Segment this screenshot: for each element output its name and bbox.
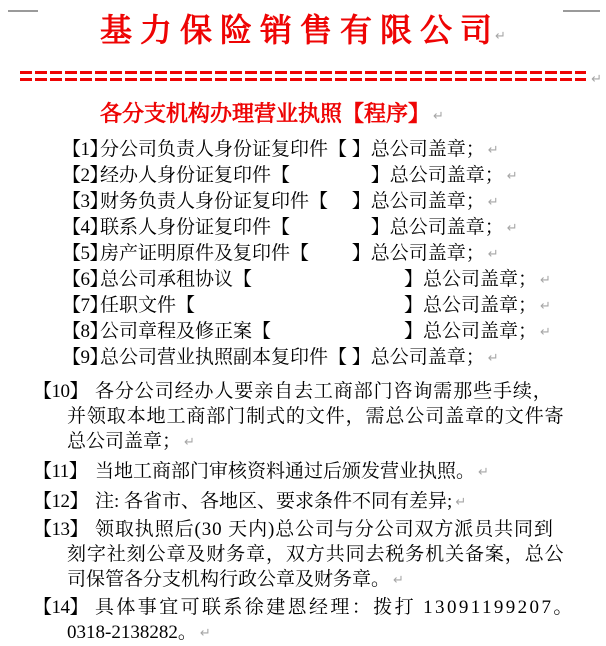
item-number: 【4】 bbox=[62, 217, 109, 238]
paragraph-mark-icon: ↵ bbox=[487, 247, 499, 262]
item-line bbox=[0, 163, 606, 189]
item-line bbox=[0, 267, 606, 293]
item-line bbox=[0, 319, 606, 345]
item-text: 任职文件【 】总公司盖章； bbox=[100, 295, 538, 316]
paragraph-mark-icon: ↵ bbox=[487, 143, 499, 158]
item-line bbox=[0, 137, 606, 163]
divider-bar-top bbox=[20, 71, 586, 74]
item-text: 并领取本地工商部门制式的文件，需总公司盖章的文件寄 bbox=[67, 406, 565, 427]
paragraph-mark-icon: ↵ bbox=[487, 351, 499, 366]
item-number: 【7】 bbox=[62, 295, 109, 316]
item-text: 当地工商部门审核资料通过后颁发营业执照。 bbox=[95, 461, 476, 482]
procedure-item bbox=[0, 267, 606, 293]
document-subtitle-text: 各分支机构办理营业执照【程序】 bbox=[100, 101, 431, 126]
item-text: 具体事宜可联系徐建恩经理：拨打 13091199207。 bbox=[95, 597, 575, 618]
paragraph-mark-icon: ↵ bbox=[495, 29, 506, 44]
item-line bbox=[0, 404, 606, 429]
paragraph-mark-icon: ↵ bbox=[591, 72, 602, 87]
procedure-item bbox=[0, 345, 606, 371]
item-line bbox=[0, 542, 606, 567]
procedure-item bbox=[0, 293, 606, 319]
item-text: 领取执照后(30 天内)总公司与分公司双方派员共同到 bbox=[95, 519, 554, 540]
item-line bbox=[0, 429, 606, 455]
item-number: 【3】 bbox=[62, 191, 109, 212]
item-line bbox=[0, 215, 606, 241]
paragraph-mark-icon: ↵ bbox=[184, 435, 195, 450]
procedure-item bbox=[0, 137, 606, 163]
item-line bbox=[0, 345, 606, 371]
paragraph-mark-icon: ↵ bbox=[487, 195, 499, 210]
item-text: 总公司盖章； bbox=[67, 431, 182, 452]
item-text: 司保管各分支机构行政公章及财务章。 bbox=[67, 569, 391, 590]
item-text: 刻字社刻公章及财务章，双方共同去税务机关备案，总公 bbox=[67, 544, 565, 565]
item-line bbox=[0, 517, 606, 542]
procedure-item bbox=[0, 459, 606, 485]
item-text: 财务负责人身份证复印件【 】总公司盖章； bbox=[100, 191, 485, 212]
item-text: 总公司营业执照副本复印件【 】总公司盖章； bbox=[100, 347, 485, 368]
divider-bar-bottom bbox=[20, 78, 586, 81]
item-line bbox=[0, 293, 606, 319]
item-text: 0318-2138282。 bbox=[67, 622, 197, 643]
item-text: 分公司负责人身份证复印件【 】总公司盖章； bbox=[100, 139, 485, 160]
item-text: 公司章程及修正案【 】总公司盖章； bbox=[100, 321, 538, 342]
item-number: 【9】 bbox=[62, 347, 109, 368]
item-number: 【11】 bbox=[33, 461, 88, 482]
item-line bbox=[0, 595, 606, 620]
procedure-item bbox=[0, 241, 606, 267]
paragraph-mark-icon: ↵ bbox=[478, 465, 489, 480]
procedure-item bbox=[0, 215, 606, 241]
item-number: 【1】 bbox=[62, 139, 109, 160]
paragraph-mark-icon: ↵ bbox=[455, 495, 467, 510]
item-number: 【14】 bbox=[33, 597, 89, 618]
item-line bbox=[0, 241, 606, 267]
paragraph-mark-icon: ↵ bbox=[540, 299, 551, 314]
procedure-item bbox=[0, 163, 606, 189]
procedure-item bbox=[0, 595, 606, 646]
item-text: 总公司承租协议【 】总公司盖章； bbox=[100, 269, 538, 290]
paragraph-mark-icon: ↵ bbox=[506, 169, 518, 184]
procedure-item bbox=[0, 319, 606, 345]
item-text: 房产证明原件及复印件【 】总公司盖章； bbox=[100, 243, 485, 264]
procedure-item bbox=[0, 379, 606, 455]
item-text: 各分公司经办人要亲自去工商部门咨询需那些手续， bbox=[95, 381, 553, 402]
procedure-list bbox=[0, 137, 606, 646]
page-corner-mark-left bbox=[8, 10, 38, 12]
item-number: 【10】 bbox=[33, 381, 89, 402]
item-number: 【12】 bbox=[33, 491, 89, 512]
item-text: 经办人身份证复印件【 】总公司盖章； bbox=[100, 165, 504, 186]
paragraph-mark-icon: ↵ bbox=[433, 109, 444, 124]
procedure-item bbox=[0, 517, 606, 593]
item-line bbox=[0, 620, 606, 646]
procedure-item bbox=[0, 189, 606, 215]
item-number: 【2】 bbox=[62, 165, 109, 186]
item-line bbox=[0, 189, 606, 215]
company-title-text: 基 力 保 险 销 售 有 限 公 司 bbox=[100, 12, 493, 48]
item-line bbox=[0, 489, 606, 515]
item-line bbox=[0, 459, 606, 485]
item-number: 【6】 bbox=[62, 269, 109, 290]
paragraph-mark-icon: ↵ bbox=[506, 221, 518, 236]
paragraph-mark-icon: ↵ bbox=[199, 626, 211, 641]
paragraph-mark-icon: ↵ bbox=[540, 273, 551, 288]
item-number: 【5】 bbox=[62, 243, 109, 264]
paragraph-mark-icon: ↵ bbox=[393, 573, 404, 588]
document-page bbox=[0, 10, 606, 646]
section-divider bbox=[20, 71, 602, 87]
document-subtitle bbox=[100, 99, 444, 132]
item-number: 【13】 bbox=[33, 519, 89, 540]
page-corner-mark-right bbox=[563, 10, 600, 12]
item-text: 联系人身份证复印件【 】总公司盖章； bbox=[100, 217, 504, 238]
company-title bbox=[0, 10, 606, 57]
paragraph-mark-icon: ↵ bbox=[540, 325, 551, 340]
item-text: 注: 各省市、各地区、要求条件不同有差异; bbox=[95, 491, 453, 512]
procedure-item bbox=[0, 489, 606, 515]
item-line bbox=[0, 379, 606, 404]
item-number: 【8】 bbox=[62, 321, 109, 342]
item-line bbox=[0, 567, 606, 593]
